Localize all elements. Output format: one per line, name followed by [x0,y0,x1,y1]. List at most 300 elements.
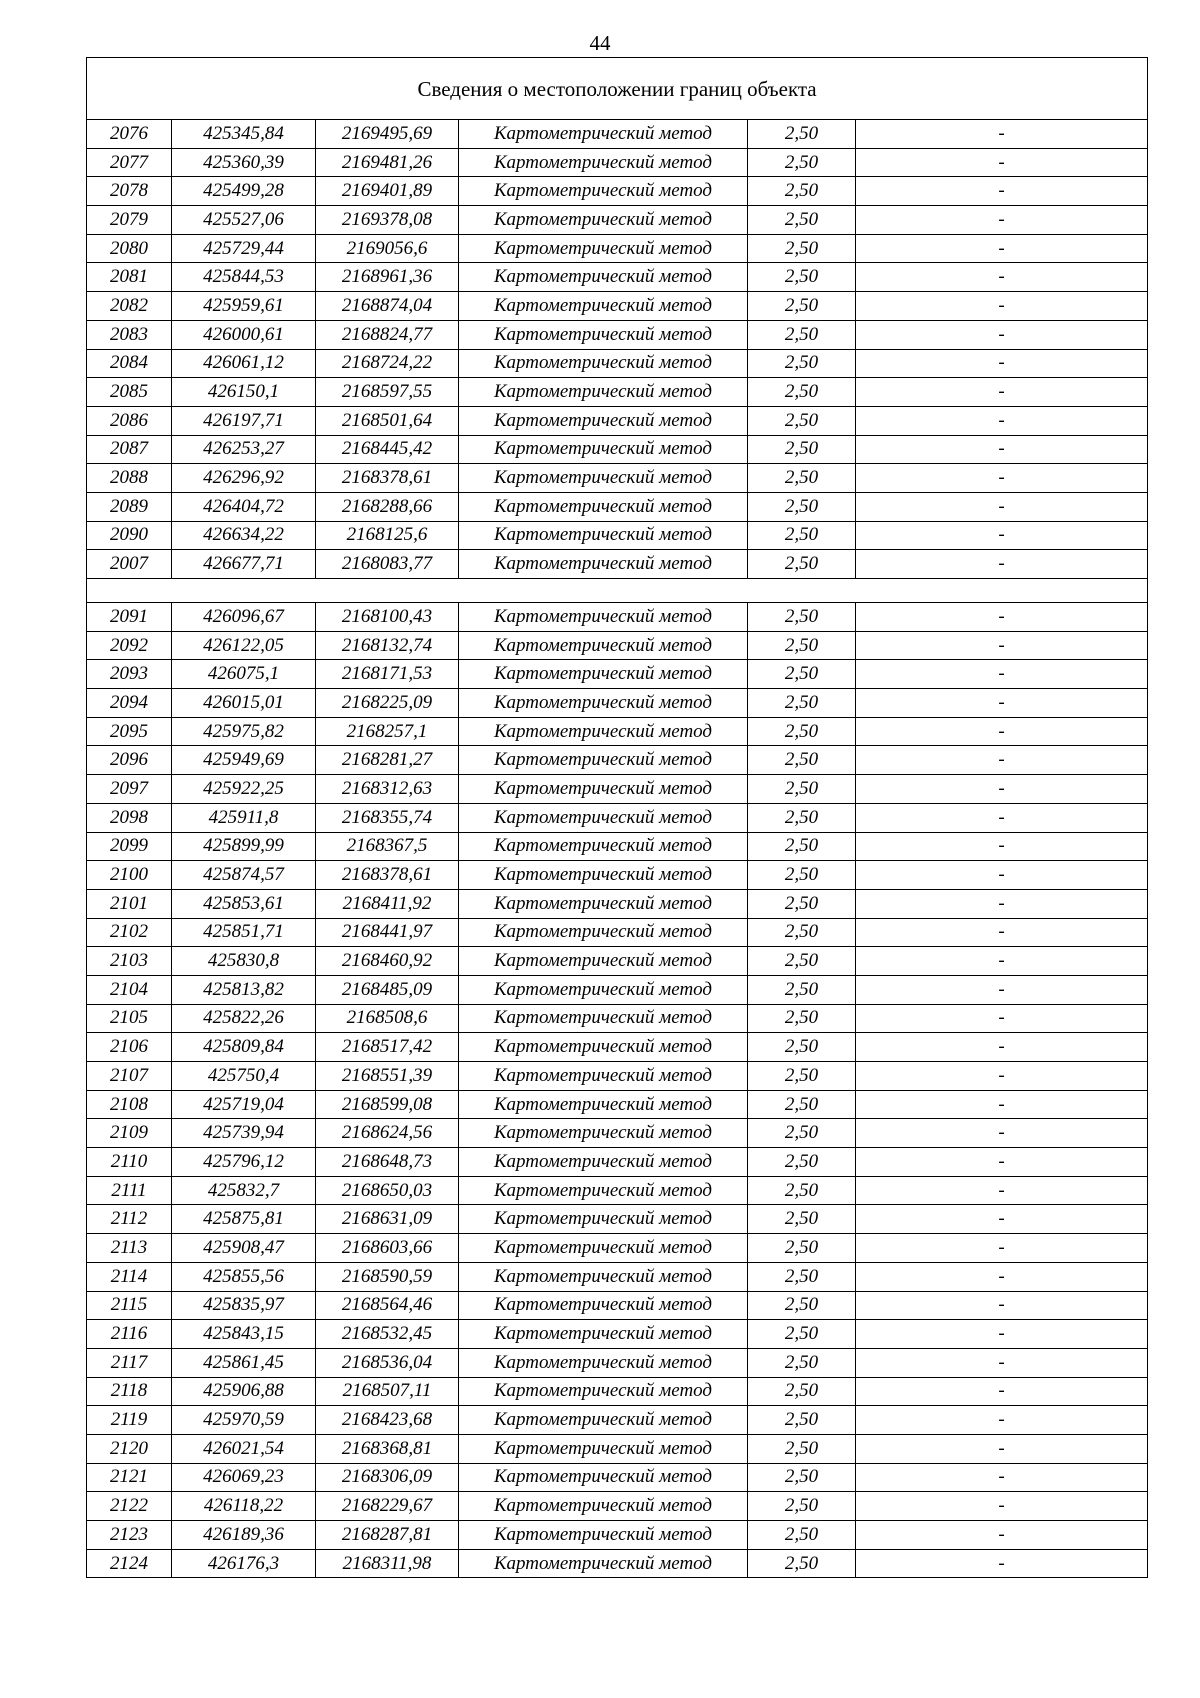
description-cell: - [856,1291,1148,1320]
table-row [87,717,1148,746]
table-row [87,1291,1148,1320]
table-row [87,1033,1148,1062]
y-coordinate-cell: 2168306,09 [316,1463,459,1492]
point-number-cell: 2091 [87,603,172,632]
method-cell: Картометрический метод [459,918,748,947]
accuracy-cell: 2,50 [748,378,856,407]
point-number-cell: 2105 [87,1004,172,1033]
table-row [87,550,1148,579]
point-number-cell: 2120 [87,1434,172,1463]
y-coordinate-cell: 2169481,26 [316,148,459,177]
x-coordinate-cell: 425899,99 [172,832,316,861]
x-coordinate-cell: 425360,39 [172,148,316,177]
method-cell: Картометрический метод [459,1205,748,1234]
accuracy-cell: 2,50 [748,1004,856,1033]
y-coordinate-cell: 2168564,46 [316,1291,459,1320]
contour-separator-row [87,579,1148,603]
accuracy-cell: 2,50 [748,1119,856,1148]
accuracy-cell: 2,50 [748,120,856,149]
method-cell: Картометрический метод [459,832,748,861]
x-coordinate-cell: 426000,61 [172,320,316,349]
x-coordinate-cell: 425499,28 [172,177,316,206]
point-number-cell: 2117 [87,1348,172,1377]
x-coordinate-cell: 425949,69 [172,746,316,775]
table-row [87,603,1148,632]
table-row [87,631,1148,660]
accuracy-cell: 2,50 [748,234,856,263]
accuracy-cell: 2,50 [748,660,856,689]
table-row [87,975,1148,1004]
point-number-cell: 2086 [87,406,172,435]
description-cell: - [856,378,1148,407]
x-coordinate-cell: 426122,05 [172,631,316,660]
table-row [87,1148,1148,1177]
table-row [87,1348,1148,1377]
description-cell: - [856,1262,1148,1291]
contour-separator-cell [87,579,1148,603]
table-title-row [87,58,1148,120]
method-cell: Картометрический метод [459,148,748,177]
accuracy-cell: 2,50 [748,206,856,235]
x-coordinate-cell: 425832,7 [172,1176,316,1205]
table-row [87,320,1148,349]
method-cell: Картометрический метод [459,263,748,292]
page-number: 44 [589,31,611,55]
point-number-cell: 2102 [87,918,172,947]
y-coordinate-cell: 2168100,43 [316,603,459,632]
x-coordinate-cell: 426021,54 [172,1434,316,1463]
point-number-cell: 2119 [87,1406,172,1435]
description-cell: - [856,889,1148,918]
x-coordinate-cell: 425822,26 [172,1004,316,1033]
accuracy-cell: 2,50 [748,746,856,775]
table-row [87,1434,1148,1463]
y-coordinate-cell: 2168312,63 [316,775,459,804]
description-cell: - [856,660,1148,689]
accuracy-cell: 2,50 [748,775,856,804]
point-number-cell: 2084 [87,349,172,378]
accuracy-cell: 2,50 [748,406,856,435]
method-cell: Картометрический метод [459,1090,748,1119]
table-row [87,803,1148,832]
method-cell: Картометрический метод [459,1004,748,1033]
table-row [87,1463,1148,1492]
table-row [87,1205,1148,1234]
method-cell: Картометрический метод [459,1549,748,1578]
x-coordinate-cell: 426150,1 [172,378,316,407]
method-cell: Картометрический метод [459,1234,748,1263]
accuracy-cell: 2,50 [748,1348,856,1377]
description-cell: - [856,492,1148,521]
y-coordinate-cell: 2168132,74 [316,631,459,660]
point-number-cell: 2077 [87,148,172,177]
point-number-cell: 2080 [87,234,172,263]
y-coordinate-cell: 2168287,81 [316,1521,459,1550]
table-row [87,349,1148,378]
accuracy-cell: 2,50 [748,631,856,660]
description-cell: - [856,292,1148,321]
description-cell: - [856,1148,1148,1177]
table-row [87,1262,1148,1291]
method-cell: Картометрический метод [459,1148,748,1177]
y-coordinate-cell: 2168485,09 [316,975,459,1004]
description-cell: - [856,1062,1148,1091]
table-row [87,464,1148,493]
table-row [87,1004,1148,1033]
description-cell: - [856,263,1148,292]
point-number-cell: 2123 [87,1521,172,1550]
y-coordinate-cell: 2168599,08 [316,1090,459,1119]
accuracy-cell: 2,50 [748,1062,856,1091]
method-cell: Картометрический метод [459,947,748,976]
y-coordinate-cell: 2168225,09 [316,689,459,718]
accuracy-cell: 2,50 [748,1205,856,1234]
accuracy-cell: 2,50 [748,1377,856,1406]
method-cell: Картометрический метод [459,492,748,521]
table-row [87,1234,1148,1263]
table-row [87,492,1148,521]
accuracy-cell: 2,50 [748,1176,856,1205]
y-coordinate-cell: 2168171,53 [316,660,459,689]
table-row [87,660,1148,689]
x-coordinate-cell: 425970,59 [172,1406,316,1435]
method-cell: Картометрический метод [459,177,748,206]
y-coordinate-cell: 2168631,09 [316,1205,459,1234]
accuracy-cell: 2,50 [748,947,856,976]
y-coordinate-cell: 2168423,68 [316,1406,459,1435]
x-coordinate-cell: 425739,94 [172,1119,316,1148]
x-coordinate-cell: 425809,84 [172,1033,316,1062]
point-number-cell: 2108 [87,1090,172,1119]
x-coordinate-cell: 425911,8 [172,803,316,832]
table-row [87,861,1148,890]
x-coordinate-cell: 425527,06 [172,206,316,235]
point-number-cell: 2079 [87,206,172,235]
x-coordinate-cell: 425796,12 [172,1148,316,1177]
x-coordinate-cell: 426096,67 [172,603,316,632]
description-cell: - [856,406,1148,435]
point-number-cell: 2088 [87,464,172,493]
method-cell: Картометрический метод [459,1521,748,1550]
point-number-cell: 2078 [87,177,172,206]
table-row [87,947,1148,976]
description-cell: - [856,177,1148,206]
accuracy-cell: 2,50 [748,689,856,718]
description-cell: - [856,832,1148,861]
method-cell: Картометрический метод [459,464,748,493]
method-cell: Картометрический метод [459,435,748,464]
point-number-cell: 2083 [87,320,172,349]
description-cell: - [856,975,1148,1004]
table-row [87,234,1148,263]
y-coordinate-cell: 2168517,42 [316,1033,459,1062]
x-coordinate-cell: 425345,84 [172,120,316,149]
y-coordinate-cell: 2169056,6 [316,234,459,263]
point-number-cell: 2082 [87,292,172,321]
x-coordinate-cell: 425861,45 [172,1348,316,1377]
description-cell: - [856,120,1148,149]
table-row [87,889,1148,918]
y-coordinate-cell: 2168125,6 [316,521,459,550]
description-cell: - [856,717,1148,746]
point-number-cell: 2124 [87,1549,172,1578]
x-coordinate-cell: 425750,4 [172,1062,316,1091]
table-title: Сведения о местоположении границ объекта [87,58,1148,120]
method-cell: Картометрический метод [459,975,748,1004]
y-coordinate-cell: 2168874,04 [316,292,459,321]
method-cell: Картометрический метод [459,1406,748,1435]
y-coordinate-cell: 2168281,27 [316,746,459,775]
method-cell: Картометрический метод [459,349,748,378]
method-cell: Картометрический метод [459,320,748,349]
accuracy-cell: 2,50 [748,1320,856,1349]
method-cell: Картометрический метод [459,1033,748,1062]
x-coordinate-cell: 425855,56 [172,1262,316,1291]
table-row [87,148,1148,177]
y-coordinate-cell: 2168597,55 [316,378,459,407]
point-number-cell: 2096 [87,746,172,775]
accuracy-cell: 2,50 [748,464,856,493]
x-coordinate-cell: 426677,71 [172,550,316,579]
method-cell: Картометрический метод [459,889,748,918]
x-coordinate-cell: 425729,44 [172,234,316,263]
y-coordinate-cell: 2169495,69 [316,120,459,149]
table-row [87,206,1148,235]
method-cell: Картометрический метод [459,746,748,775]
method-cell: Картометрический метод [459,120,748,149]
table-row [87,1176,1148,1205]
accuracy-cell: 2,50 [748,832,856,861]
x-coordinate-cell: 426069,23 [172,1463,316,1492]
point-number-cell: 2087 [87,435,172,464]
point-number-cell: 2111 [87,1176,172,1205]
description-cell: - [856,1492,1148,1521]
y-coordinate-cell: 2168590,59 [316,1262,459,1291]
accuracy-cell: 2,50 [748,1291,856,1320]
x-coordinate-cell: 425959,61 [172,292,316,321]
x-coordinate-cell: 425719,04 [172,1090,316,1119]
accuracy-cell: 2,50 [748,717,856,746]
y-coordinate-cell: 2168961,36 [316,263,459,292]
point-number-cell: 2109 [87,1119,172,1148]
x-coordinate-cell: 426075,1 [172,660,316,689]
point-number-cell: 2114 [87,1262,172,1291]
accuracy-cell: 2,50 [748,492,856,521]
x-coordinate-cell: 426061,12 [172,349,316,378]
method-cell: Картометрический метод [459,861,748,890]
x-coordinate-cell: 426253,27 [172,435,316,464]
table-row [87,1062,1148,1091]
x-coordinate-cell: 425851,71 [172,918,316,947]
point-number-cell: 2095 [87,717,172,746]
method-cell: Картометрический метод [459,406,748,435]
point-number-cell: 2093 [87,660,172,689]
method-cell: Картометрический метод [459,1291,748,1320]
table-row [87,1521,1148,1550]
method-cell: Картометрический метод [459,550,748,579]
method-cell: Картометрический метод [459,1262,748,1291]
accuracy-cell: 2,50 [748,263,856,292]
accuracy-cell: 2,50 [748,550,856,579]
accuracy-cell: 2,50 [748,861,856,890]
description-cell: - [856,435,1148,464]
y-coordinate-cell: 2168411,92 [316,889,459,918]
table-row [87,1492,1148,1521]
point-number-cell: 2122 [87,1492,172,1521]
description-cell: - [856,1205,1148,1234]
table-row [87,263,1148,292]
method-cell: Картометрический метод [459,603,748,632]
description-cell: - [856,1406,1148,1435]
point-number-cell: 2113 [87,1234,172,1263]
table-row [87,378,1148,407]
table-row [87,918,1148,947]
accuracy-cell: 2,50 [748,1262,856,1291]
y-coordinate-cell: 2168648,73 [316,1148,459,1177]
method-cell: Картометрический метод [459,206,748,235]
x-coordinate-cell: 425908,47 [172,1234,316,1263]
method-cell: Картометрический метод [459,660,748,689]
description-cell: - [856,803,1148,832]
description-cell: - [856,689,1148,718]
description-cell: - [856,1119,1148,1148]
description-cell: - [856,1004,1148,1033]
point-number-cell: 2101 [87,889,172,918]
description-cell: - [856,1033,1148,1062]
method-cell: Картометрический метод [459,1463,748,1492]
method-cell: Картометрический метод [459,1176,748,1205]
method-cell: Картометрический метод [459,717,748,746]
y-coordinate-cell: 2168311,98 [316,1549,459,1578]
method-cell: Картометрический метод [459,378,748,407]
method-cell: Картометрический метод [459,689,748,718]
method-cell: Картометрический метод [459,292,748,321]
y-coordinate-cell: 2168460,92 [316,947,459,976]
accuracy-cell: 2,50 [748,1549,856,1578]
accuracy-cell: 2,50 [748,292,856,321]
x-coordinate-cell: 426197,71 [172,406,316,435]
accuracy-cell: 2,50 [748,349,856,378]
point-number-cell: 2107 [87,1062,172,1091]
accuracy-cell: 2,50 [748,1148,856,1177]
point-number-cell: 2116 [87,1320,172,1349]
y-coordinate-cell: 2168536,04 [316,1348,459,1377]
description-cell: - [856,1521,1148,1550]
accuracy-cell: 2,50 [748,1406,856,1435]
y-coordinate-cell: 2168378,61 [316,464,459,493]
accuracy-cell: 2,50 [748,177,856,206]
accuracy-cell: 2,50 [748,320,856,349]
description-cell: - [856,1090,1148,1119]
y-coordinate-cell: 2168083,77 [316,550,459,579]
accuracy-cell: 2,50 [748,435,856,464]
y-coordinate-cell: 2168532,45 [316,1320,459,1349]
y-coordinate-cell: 2168624,56 [316,1119,459,1148]
accuracy-cell: 2,50 [748,1234,856,1263]
accuracy-cell: 2,50 [748,148,856,177]
description-cell: - [856,861,1148,890]
table-row [87,120,1148,149]
accuracy-cell: 2,50 [748,1033,856,1062]
accuracy-cell: 2,50 [748,918,856,947]
x-coordinate-cell: 426176,3 [172,1549,316,1578]
x-coordinate-cell: 425813,82 [172,975,316,1004]
accuracy-cell: 2,50 [748,521,856,550]
y-coordinate-cell: 2168441,97 [316,918,459,947]
point-number-cell: 2092 [87,631,172,660]
description-cell: - [856,1463,1148,1492]
description-cell: - [856,631,1148,660]
table-row [87,1549,1148,1578]
accuracy-cell: 2,50 [748,1090,856,1119]
table-row [87,1119,1148,1148]
y-coordinate-cell: 2168355,74 [316,803,459,832]
description-cell: - [856,234,1148,263]
table-row [87,832,1148,861]
y-coordinate-cell: 2169378,08 [316,206,459,235]
x-coordinate-cell: 425853,61 [172,889,316,918]
accuracy-cell: 2,50 [748,975,856,1004]
description-cell: - [856,521,1148,550]
y-coordinate-cell: 2168508,6 [316,1004,459,1033]
description-cell: - [856,1549,1148,1578]
y-coordinate-cell: 2168367,5 [316,832,459,861]
method-cell: Картометрический метод [459,803,748,832]
point-number-cell: 2104 [87,975,172,1004]
method-cell: Картометрический метод [459,1119,748,1148]
x-coordinate-cell: 426189,36 [172,1521,316,1550]
x-coordinate-cell: 425835,97 [172,1291,316,1320]
table-row [87,521,1148,550]
table-row [87,1320,1148,1349]
point-number-cell: 2090 [87,521,172,550]
description-cell: - [856,775,1148,804]
point-number-cell: 2098 [87,803,172,832]
x-coordinate-cell: 426634,22 [172,521,316,550]
point-number-cell: 2089 [87,492,172,521]
accuracy-cell: 2,50 [748,603,856,632]
y-coordinate-cell: 2168603,66 [316,1234,459,1263]
y-coordinate-cell: 2168368,81 [316,1434,459,1463]
accuracy-cell: 2,50 [748,889,856,918]
method-cell: Картометрический метод [459,1320,748,1349]
point-number-cell: 2103 [87,947,172,976]
accuracy-cell: 2,50 [748,803,856,832]
description-cell: - [856,1377,1148,1406]
point-number-cell: 2118 [87,1377,172,1406]
y-coordinate-cell: 2168551,39 [316,1062,459,1091]
y-coordinate-cell: 2168288,66 [316,492,459,521]
y-coordinate-cell: 2168501,64 [316,406,459,435]
method-cell: Картометрический метод [459,631,748,660]
table-row [87,689,1148,718]
method-cell: Картометрический метод [459,1348,748,1377]
y-coordinate-cell: 2168445,42 [316,435,459,464]
method-cell: Картометрический метод [459,1434,748,1463]
accuracy-cell: 2,50 [748,1434,856,1463]
point-number-cell: 2076 [87,120,172,149]
accuracy-cell: 2,50 [748,1492,856,1521]
x-coordinate-cell: 425874,57 [172,861,316,890]
method-cell: Картометрический метод [459,775,748,804]
x-coordinate-cell: 425843,15 [172,1320,316,1349]
point-number-cell: 2099 [87,832,172,861]
x-coordinate-cell: 425975,82 [172,717,316,746]
table-row [87,406,1148,435]
x-coordinate-cell: 425830,8 [172,947,316,976]
method-cell: Картометрический метод [459,234,748,263]
description-cell: - [856,1348,1148,1377]
